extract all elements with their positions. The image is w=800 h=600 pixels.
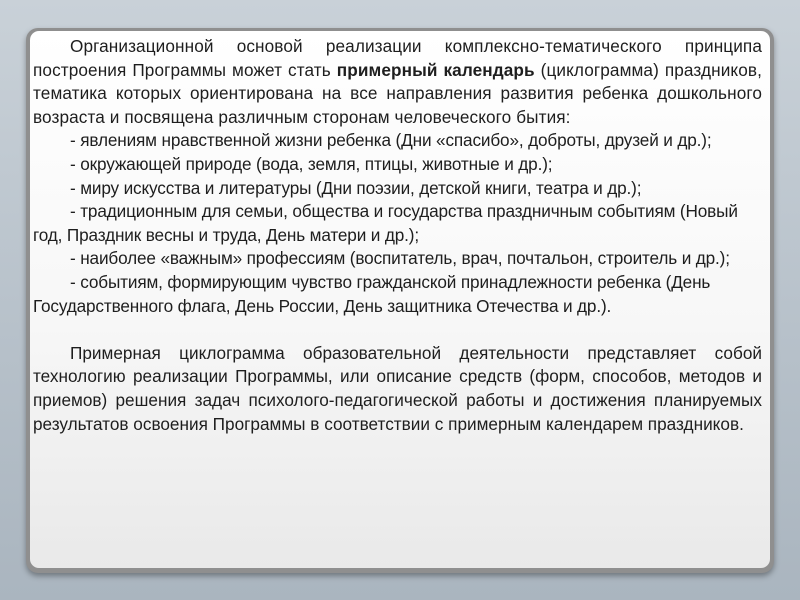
text-panel	[30, 31, 770, 568]
intro-text-end: (циклограмма) праздников, тематика которых ориентирована на все направления развития ребенка дошкольного возраста и посвящена различным сторонам человеческого бытия:	[33, 59, 762, 127]
list-item-moral-life: - явлениям нравственной жизни ребенка (Дни «спасибо», доброты, друзей и др.);	[70, 130, 712, 151]
intro-text-start: Организационной основой реализации комплексно-тематического принципа построения Программы может стать	[33, 36, 762, 80]
list-item-civic-events: - событиям, формирующим чувство гражданской принадлежности ребенка (День Государственного флага, День России, День защитника Отечества и др.).	[33, 271, 711, 316]
list-item-nature: - окружающей природе (вода, земля, птицы, животные и др.);	[70, 153, 553, 174]
list-item-holidays: - традиционным для семьи, общества и государства праздничным событиям (Новый год, Праздник весны и труда, День матери и др.);	[33, 201, 738, 245]
intro-highlight: примерный календарь	[336, 59, 535, 80]
list-item-art-literature: - миру искусства и литературы (Дни поэзии, детской книги, театра и др.);	[70, 177, 642, 198]
paragraph-gap	[33, 318, 762, 342]
list-item-professions: - наиболее «важным» профессиям (воспитатель, врач, почтальон, строитель и др.);	[70, 248, 730, 269]
closing-paragraph: Примерная циклограмма образовательной деятельности представляет собой технологию реализации Программы, или описание средств (форм, способов, методов и приемов) решения задач психолого-педагогической работы и достижения планируемых результатов освоения Программы в соответствии с примерным календарем праздников.	[33, 342, 762, 434]
themes-list	[33, 129, 762, 318]
intro-paragraph	[33, 35, 762, 129]
